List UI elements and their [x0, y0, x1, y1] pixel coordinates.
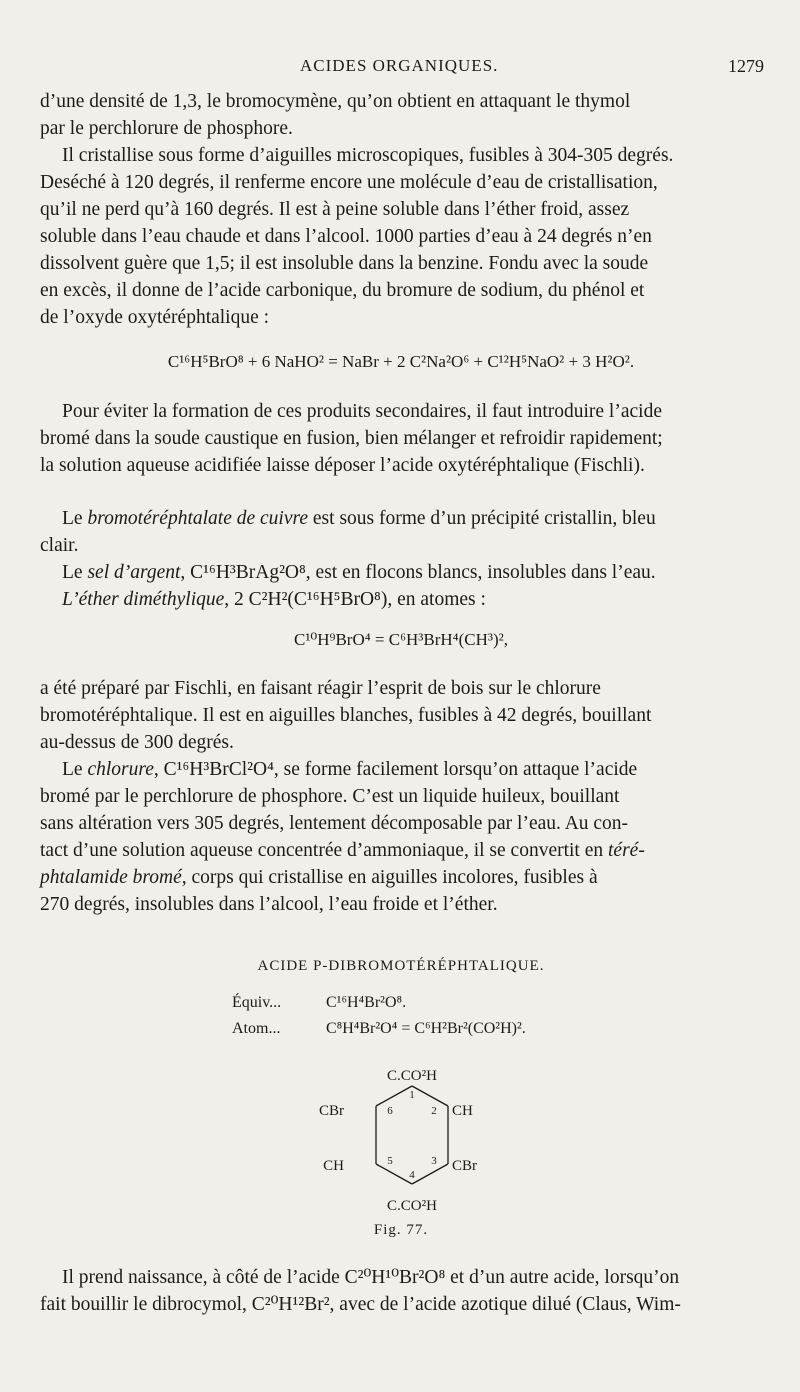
text-line: d’une densité de 1,3, le bromocymène, qu’on obtient en attaquant le thymol	[40, 91, 631, 112]
position-number: 4	[409, 1169, 415, 1181]
paragraph-salts	[40, 505, 762, 613]
position-number: 2	[431, 1105, 437, 1117]
text-line: dissolvent guère que 1,5; il est insoluble dans la benzine. Fondu avec la soude	[40, 253, 649, 274]
position-number: 6	[387, 1105, 393, 1117]
formula-value: C¹⁶H⁴Br²O⁸.	[326, 994, 407, 1011]
formula-label: Équiv...	[232, 994, 282, 1011]
substituent-top: C.CO²H	[387, 1068, 437, 1084]
figure-caption: Fig. 77.	[373, 1222, 429, 1238]
paragraph-fusion-note	[40, 398, 762, 479]
term-dimethyl-ether: L’éther diméthylique	[62, 589, 225, 610]
page-number: 1279	[728, 56, 764, 76]
benzene-ring-diagram	[300, 1060, 520, 1220]
position-number: 3	[431, 1155, 437, 1167]
substituent-left-lower: CH	[323, 1158, 344, 1174]
text-line: la solution aqueuse acidifiée laisse déposer l’acide oxytéréphtalique (Fischli).	[40, 455, 645, 476]
substituent-right-upper: CH	[452, 1103, 473, 1119]
position-number: 1	[409, 1089, 415, 1101]
position-number: 5	[387, 1155, 393, 1167]
text-line: Le bromotéréphtalate de cuivre est sous forme d’un précipité cristallin, bleu	[62, 508, 656, 529]
term-terephthalamide: téré-	[608, 840, 645, 861]
text-line: fait bouillir le dibrocymol, C²⁰H¹²Br², avec de l’acide azotique dilué (Claus, Wim-	[40, 1294, 681, 1315]
text-line: bromé dans la soude caustique en fusion, bien mélanger et refroidir rapidement;	[40, 428, 663, 449]
text-line: clair.	[40, 535, 79, 556]
text-line: soluble dans l’eau chaude et dans l’alcool. 1000 parties d’eau à 24 degrés n’en	[40, 226, 652, 247]
term-silver-salt: sel d’argent	[87, 562, 181, 583]
substituent-left-upper: CBr	[318, 1103, 344, 1119]
section-heading: ACIDE P-DIBROMOTÉRÉPHTALIQUE.	[257, 958, 545, 974]
substituent-right-lower: CBr	[452, 1158, 478, 1174]
text-line: tact d’une solution aqueuse concentrée d’ammoniaque, il se convertit en téré-	[40, 840, 645, 861]
text-line: bromotéréphtalique. Il est en aiguilles blanches, fusibles à 42 degrés, bouillant	[40, 705, 652, 726]
text-line: qu’il ne perd qu’à 160 degrés. Il est à peine soluble dans l’éther froid, assez	[40, 199, 630, 220]
running-title: ACIDES ORGANIQUES.	[300, 56, 499, 75]
text-line: phtalamide bromé, corps qui cristallise en aiguilles incolores, fusibles à	[40, 867, 598, 888]
text-line: Le chlorure, C¹⁶H³BrCl²O⁴, se forme facilement lorsqu’on attaque l’acide	[62, 759, 638, 780]
running-header	[0, 56, 800, 82]
paragraph-continuation	[40, 88, 762, 331]
text-line: Le sel d’argent, C¹⁶H³BrAg²O⁸, est en flocons blancs, insolubles dans l’eau.	[62, 562, 656, 583]
equation-ether: C¹⁰H⁹BrO⁴ = C⁶H³BrH⁴(CH³)²,	[294, 630, 508, 649]
text-line: Pour éviter la formation de ces produits secondaires, il faut introduire l’acide	[62, 401, 662, 422]
equation-fusion: C¹⁶H⁵BrO⁸ + 6 NaHO² = NaBr + 2 C²Na²O⁶ + C¹²H⁵NaO² + 3 H²O².	[167, 352, 635, 371]
text-line: Deséché à 120 degrés, il renferme encore une molécule d’eau de cristallisation,	[40, 172, 658, 193]
paragraph-ether	[40, 675, 762, 756]
text-line: Il cristallise sous forme d’aiguilles microscopiques, fusibles à 304-305 degrés.	[62, 145, 674, 166]
formula-label: Atom...	[232, 1020, 281, 1037]
term-chloride: chlorure	[87, 759, 154, 780]
formula-atom	[232, 1020, 526, 1038]
text-line: de l’oxyde oxytéréphtalique :	[40, 307, 270, 328]
term-terephthalamide-cont: phtalamide bromé	[40, 867, 182, 888]
text-line: Il prend naissance, à côté de l’acide C²⁰H¹⁰Br²O⁸ et d’un autre acide, lorsqu’on	[62, 1267, 680, 1288]
text-line: a été préparé par Fischli, en faisant réagir l’esprit de bois sur le chlorure	[40, 678, 601, 699]
paragraph-origin	[40, 1264, 762, 1318]
text-line: sans altération vers 305 degrés, lentement décomposable par l’eau. Au con-	[40, 813, 629, 834]
text-line: en excès, il donne de l’acide carbonique, du bromure de sodium, du phénol et	[40, 280, 645, 301]
formula-equiv	[232, 994, 406, 1012]
text-line: 270 degrés, insolubles dans l’alcool, l’eau froide et l’éther.	[40, 894, 498, 915]
text-line: L’éther diméthylique, 2 C²H²(C¹⁶H⁵BrO⁸), en atomes :	[62, 589, 486, 610]
text-line: par le perchlorure de phosphore.	[40, 118, 293, 139]
text-line: au-dessus de 300 degrés.	[40, 732, 234, 753]
text-line: bromé par le perchlorure de phosphore. C’est un liquide huileux, bouillant	[40, 786, 620, 807]
paragraph-chloride	[40, 756, 762, 918]
term-copper-salt: bromotéréphtalate de cuivre	[87, 508, 309, 529]
formula-value: C⁸H⁴Br²O⁴ = C⁶H²Br²(CO²H)².	[326, 1020, 526, 1037]
substituent-bottom: C.CO²H	[387, 1198, 437, 1214]
